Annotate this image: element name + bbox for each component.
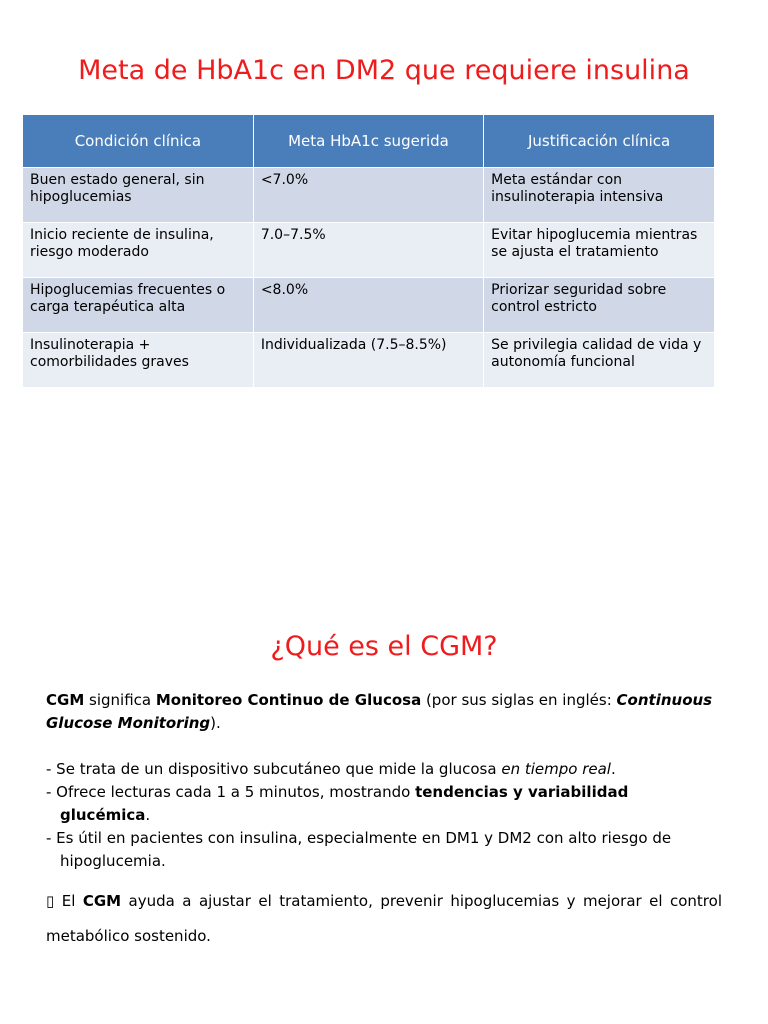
list-item: - Se trata de un dispositivo subcutáneo que mide la glucosa en tiempo real.	[46, 760, 616, 778]
table-row	[23, 223, 714, 278]
definition-text: ).	[210, 714, 221, 732]
cgm-expansion: Monitoreo Continuo de Glucosa	[155, 691, 422, 709]
slide-title-hba1c: Meta de HbA1c en DM2 que requiere insulina	[78, 55, 690, 86]
cgm-term: CGM	[82, 892, 122, 910]
slide-title-cgm: ¿Qué es el CGM?	[270, 631, 498, 662]
table-cell: Insulinoterapia + comorbilidades graves	[23, 333, 253, 388]
cgm-conclusion: ▯ El CGM ayuda a ajustar el tratamiento, prevenir hipoglucemias y mejorar el control metabólico sostenido.	[46, 892, 722, 945]
table-row	[23, 333, 714, 388]
table-cell: Evitar hipoglucemia mientras se ajusta el tratamiento	[484, 223, 714, 278]
definition-text: significa	[84, 691, 156, 709]
list-item: - Es útil en pacientes con insulina, especialmente en DM1 y DM2 con alto riesgo de hipoglucemia.	[46, 829, 672, 870]
hba1c-goals-table	[23, 115, 714, 387]
strong-text: tendencias y variabilidad glucémica	[60, 783, 629, 824]
table-cell: Inicio reciente de insulina, riesgo moderado	[23, 223, 253, 278]
cgm-definition	[46, 689, 722, 735]
table-cell: Individualizada (7.5–8.5%)	[253, 333, 483, 388]
table-cell: Se privilegia calidad de vida y autonomía funcional	[484, 333, 714, 388]
table-row	[23, 278, 714, 333]
table-cell: Priorizar seguridad sobre control estricto	[484, 278, 714, 333]
table-cell: <8.0%	[253, 278, 483, 333]
definition-text: (por sus siglas en inglés:	[421, 691, 617, 709]
column-header: Meta HbA1c sugerida	[253, 115, 483, 168]
column-header: Condición clínica	[23, 115, 253, 168]
cgm-features-list	[46, 758, 722, 873]
table-cell: Meta estándar con insulinoterapia intensiva	[484, 168, 714, 223]
missing-glyph-icon: ▯	[46, 892, 55, 910]
table-header-row	[23, 115, 714, 168]
column-header: Justificación clínica	[484, 115, 714, 168]
table-cell: 7.0–7.5%	[253, 223, 483, 278]
table-cell: Hipoglucemias frecuentes o carga terapéutica alta	[23, 278, 253, 333]
emphasis-text: en tiempo real	[501, 760, 611, 778]
cgm-english-name: Continuous Glucose Monitoring	[46, 691, 713, 732]
list-item: - Ofrece lecturas cada 1 a 5 minutos, mostrando tendencias y variabilidad glucémica.	[46, 783, 629, 824]
cgm-term: CGM	[46, 691, 85, 709]
table-cell: Buen estado general, sin hipoglucemias	[23, 168, 253, 223]
table-row	[23, 168, 714, 223]
table-cell: <7.0%	[253, 168, 483, 223]
